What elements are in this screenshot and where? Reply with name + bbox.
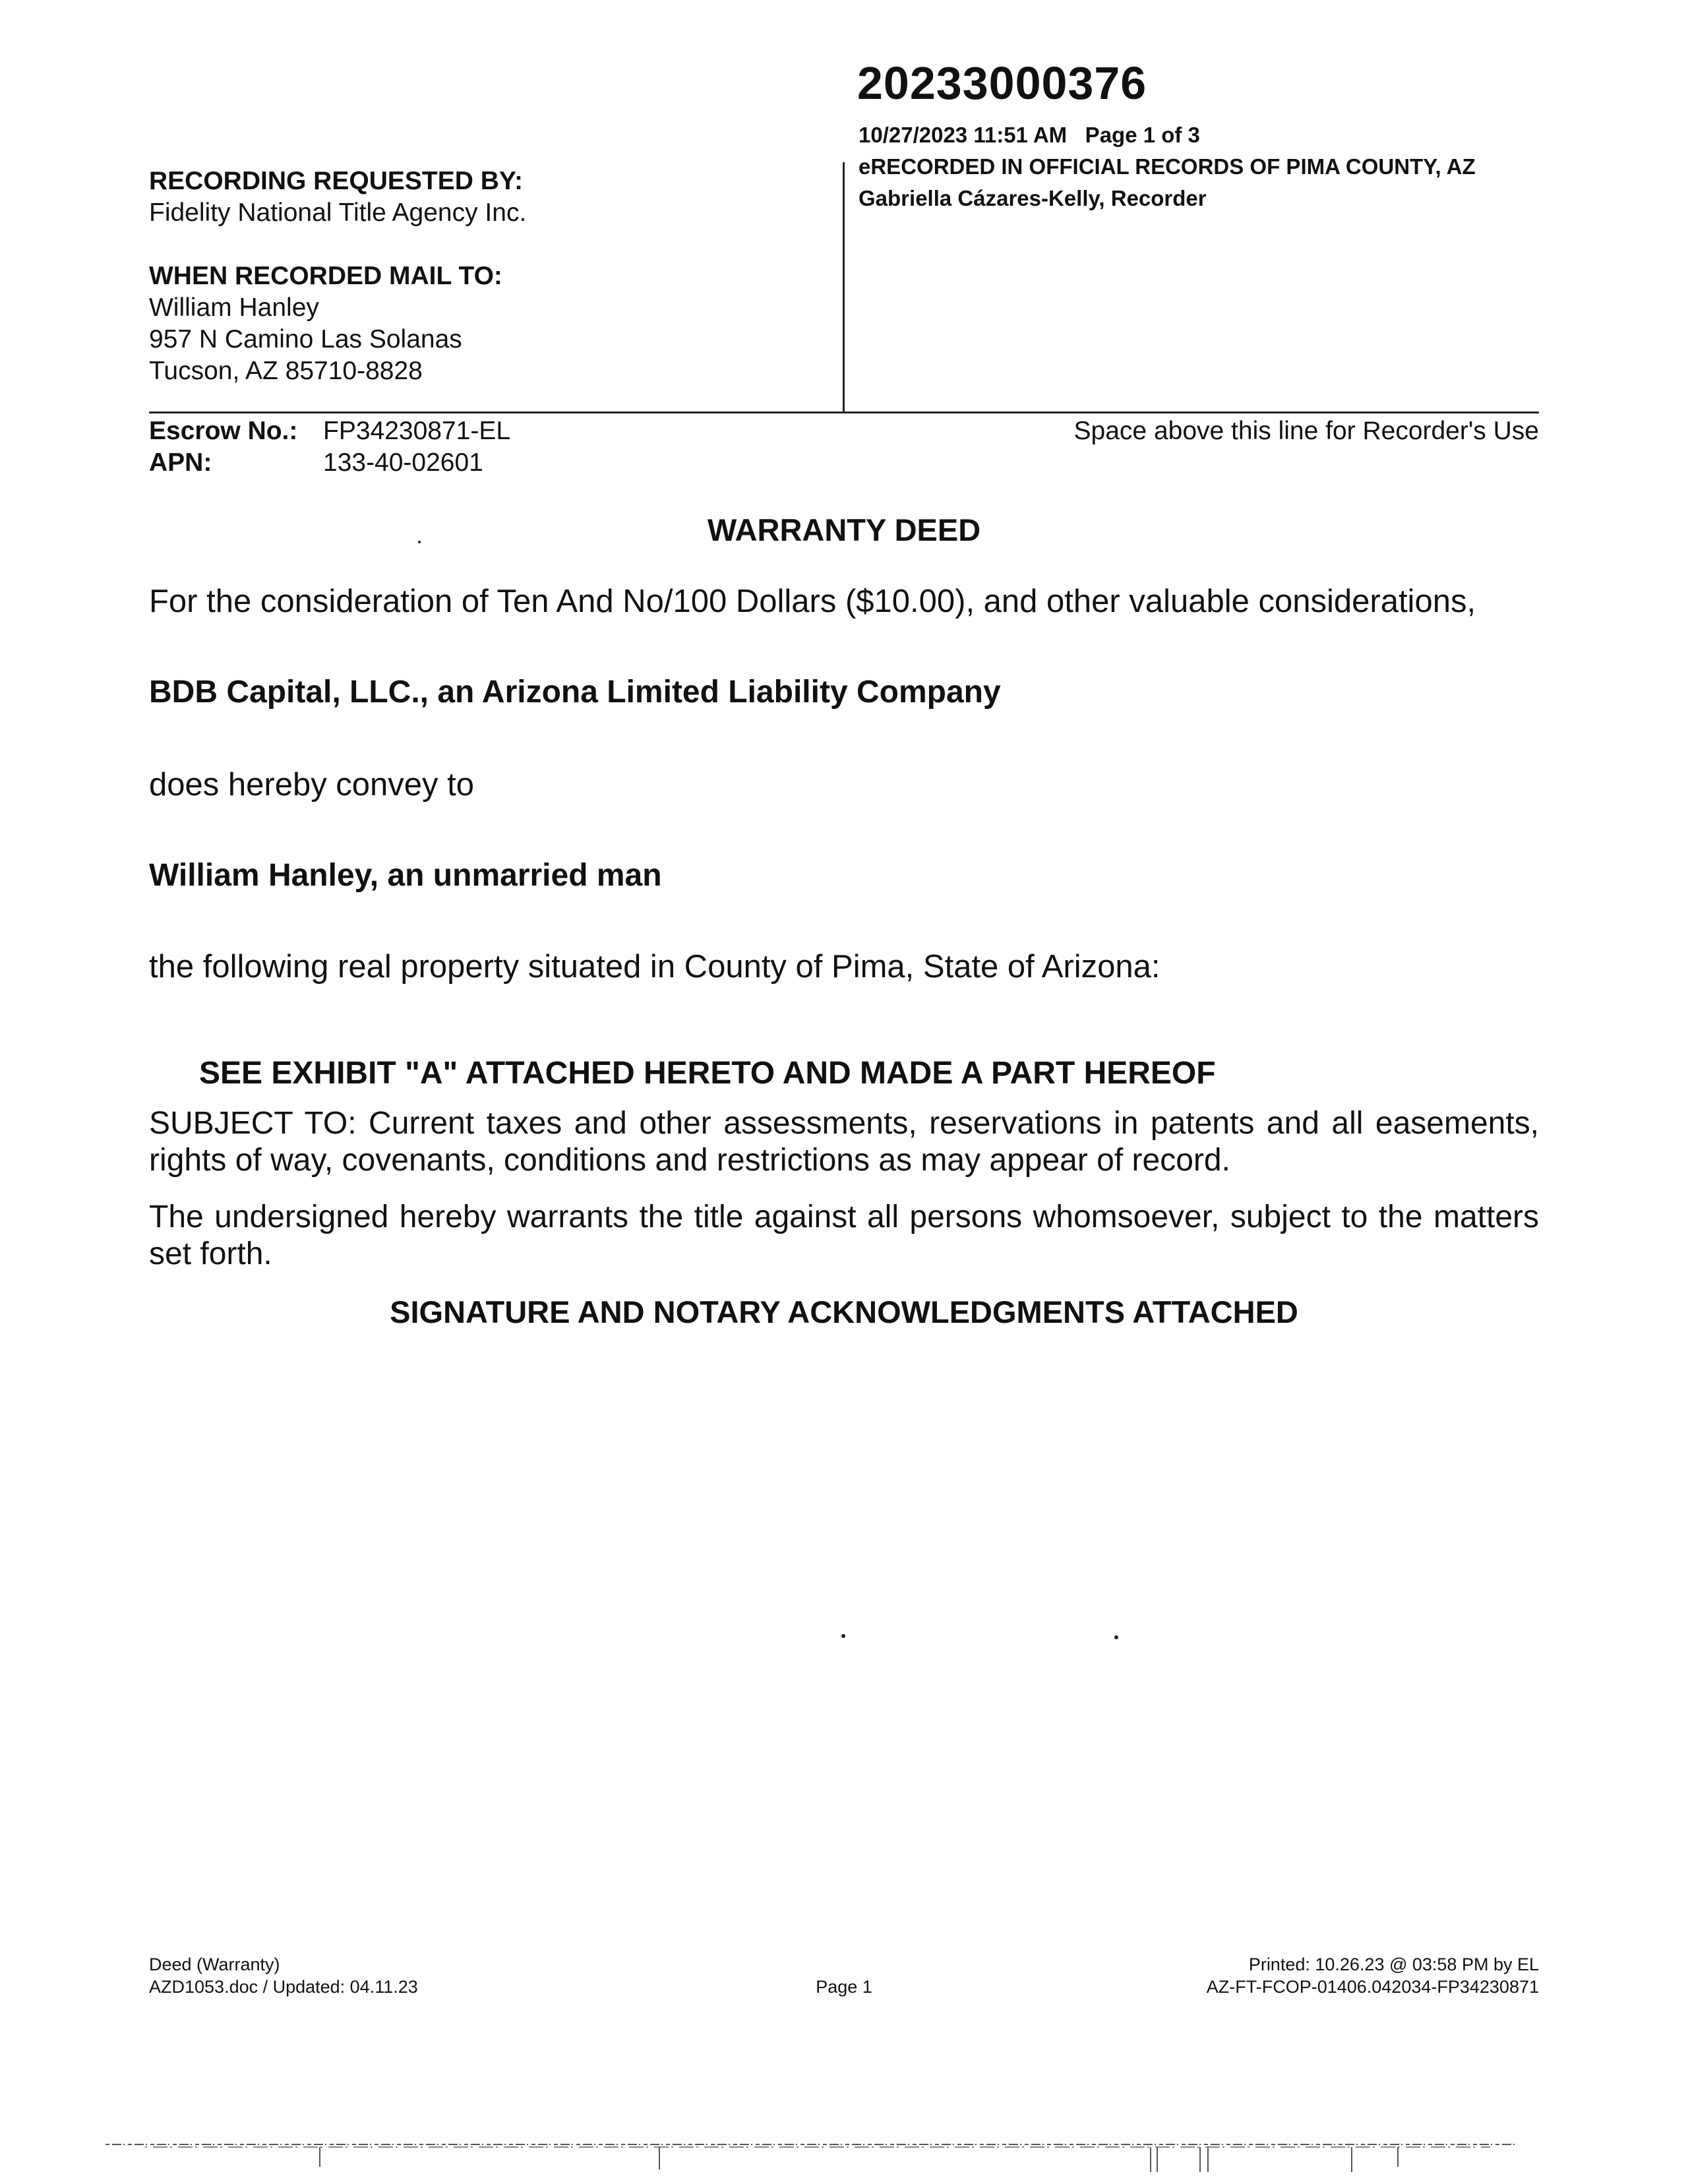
grantor-name: BDB Capital, LLC., an Arizona Limited Liability Company xyxy=(149,675,1001,710)
mail-to-name: William Hanley xyxy=(149,293,319,322)
document-number: 20233000376 xyxy=(857,57,1147,109)
requested-by-label: RECORDING REQUESTED BY: xyxy=(149,167,523,195)
signature-note: SIGNATURE AND NOTARY ACKNOWLEDGMENTS ATTACHED xyxy=(390,1294,1298,1329)
apn-number: 133-40-02601 xyxy=(323,448,483,477)
subject-to-clause: SUBJECT TO: Current taxes and other assessments, reservations in patents and all easements, rights of way, covenants, conditions and restrictions as may appear of record. xyxy=(149,1106,1539,1178)
footer-printed: Printed: 10.26.23 @ 03:58 PM by EL xyxy=(1248,1955,1539,1974)
recorder-name: Gabriella Cázares-Kelly, Recorder xyxy=(859,186,1207,210)
footer-print-info xyxy=(1207,1953,1539,1998)
recorder-space-line xyxy=(149,411,1539,413)
scan-speck xyxy=(1114,1635,1118,1639)
mail-to-address-line2: Tucson, AZ 85710-8828 xyxy=(149,357,423,385)
consideration-clause: For the consideration of Ten And No/100 Dollars ($10.00), and other valuable considerations, xyxy=(149,584,1476,619)
escrow-number: FP34230871-EL xyxy=(323,417,511,445)
document-title: WARRANTY DEED xyxy=(707,512,981,547)
recorder-box-divider xyxy=(843,162,845,413)
recorder-use-note: Space above this line for Recorder's Use xyxy=(1073,417,1539,445)
footer-file-id: AZ-FT-FCOP-01406.042034-FP34230871 xyxy=(1206,1977,1539,1997)
scan-speck xyxy=(841,1634,845,1638)
footer-page-number: Page 1 xyxy=(816,1977,872,1997)
requested-by-value: Fidelity National Title Agency Inc. xyxy=(149,198,527,227)
convey-clause: does hereby convey to xyxy=(149,767,475,803)
footer-form-updated: AZD1053.doc / Updated: 04.11.23 xyxy=(149,1977,418,1997)
recording-office: eRECORDED IN OFFICIAL RECORDS OF PIMA COUNTY, AZ xyxy=(859,154,1476,179)
property-clause: the following real property situated in County of Pima, State of Arizona: xyxy=(149,949,1160,985)
mail-to-label: WHEN RECORDED MAIL TO: xyxy=(149,262,502,290)
scan-speck xyxy=(418,541,421,543)
mail-to-address-line1: 957 N Camino Las Solanas xyxy=(149,325,462,353)
recording-date: 10/27/2023 11:51 AM Page 1 of 3 xyxy=(859,123,1200,147)
footer-form-name: Deed (Warranty) xyxy=(149,1955,280,1974)
exhibit-reference: SEE EXHIBIT "A" ATTACHED HERETO AND MADE A PART HEREOF xyxy=(199,1056,1216,1091)
warranty-clause: The undersigned hereby warrants the title against all persons whomsoever, subject to the matters set forth. xyxy=(149,1199,1539,1271)
escrow-label: Escrow No.: xyxy=(149,417,298,445)
apn-label: APN: xyxy=(149,448,212,477)
scan-noise-strip xyxy=(106,2140,1517,2173)
grantee-name: William Hanley, an unmarried man xyxy=(149,858,662,893)
